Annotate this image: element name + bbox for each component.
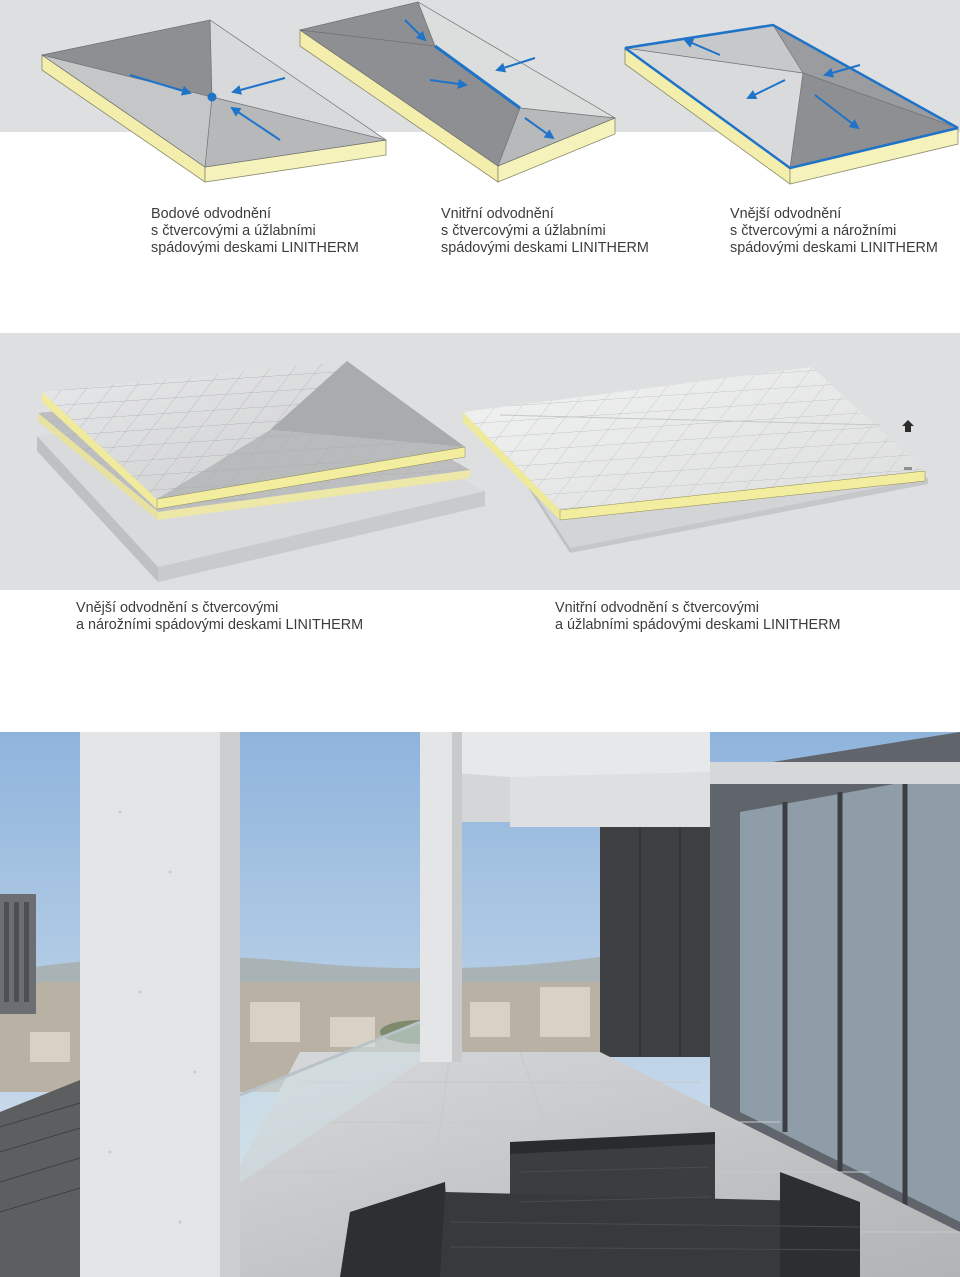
caption-stack-internal: Vnitřní odvodnění s čtvercovými a úžlabními spádovými deskami LINITHERM (555, 600, 841, 633)
caption-stack-external: Vnější odvodnění s čtvercovými a nárožními spádovými deskami LINITHERM (76, 600, 364, 633)
caption-internal-drainage: Vnitřní odvodnění s čtvercovými a úžlabními spádovými deskami LINITHERM (441, 206, 649, 256)
stack-external-drainage (37, 361, 485, 582)
terrace-photo (0, 732, 960, 1277)
caption-external-drainage: Vnější odvodnění s čtvercovými a nárožními spádovými deskami LINITHERM (730, 206, 938, 256)
caption-point-drainage: Bodové odvodnění s čtvercovými a úžlabními spádovými deskami LINITHERM (151, 206, 359, 256)
upward-pointer-icon (902, 420, 914, 432)
terrace-photo-illustration (0, 732, 960, 1277)
stack-internal-drainage (463, 367, 928, 553)
board-stack-illustrations (0, 0, 960, 600)
